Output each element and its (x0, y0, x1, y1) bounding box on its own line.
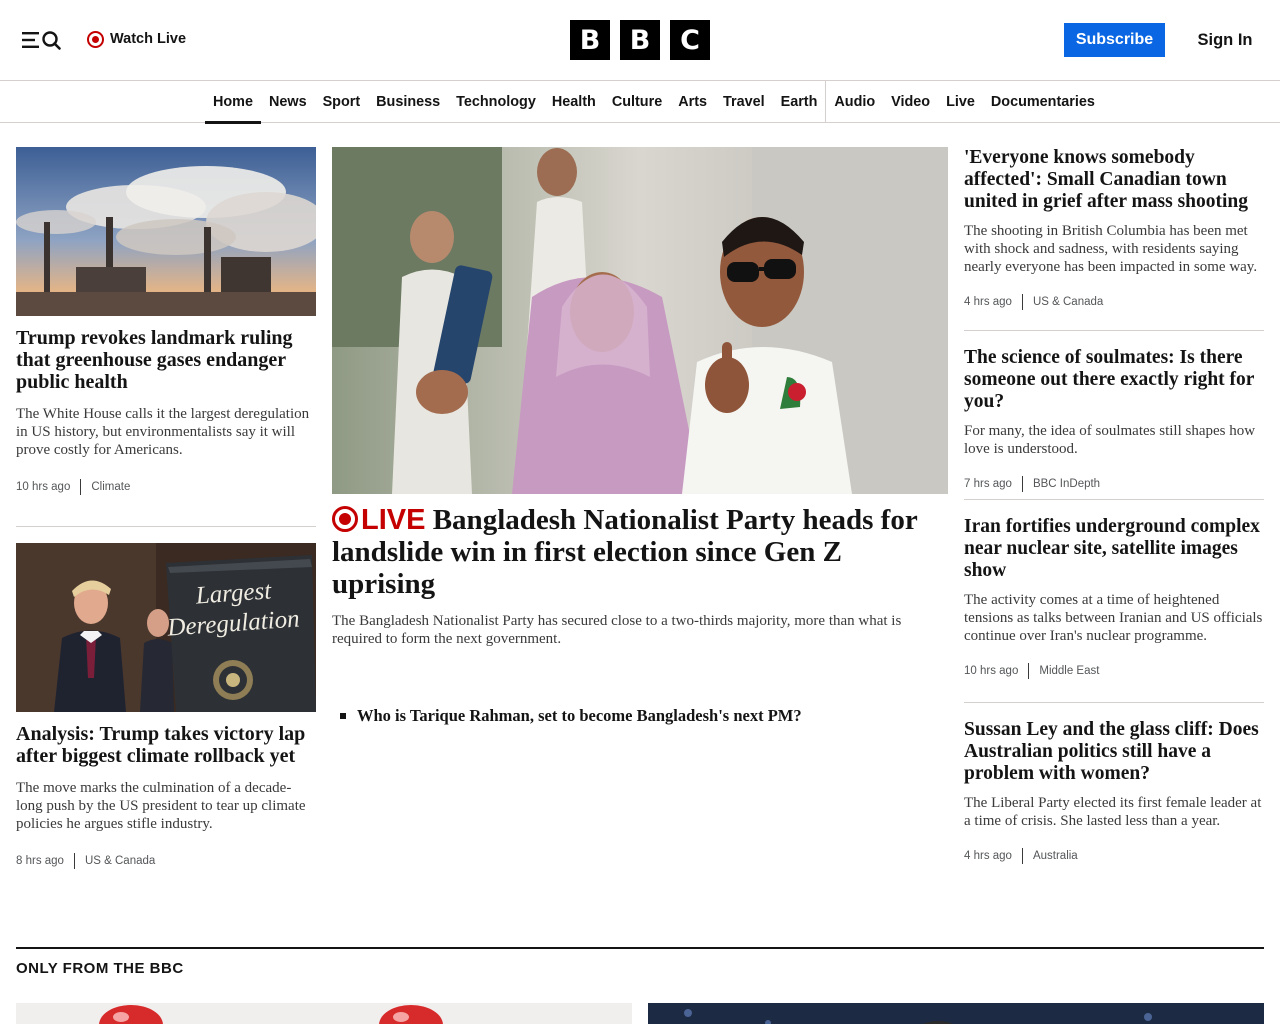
nav-item-news[interactable]: News (268, 94, 307, 110)
story-headline[interactable]: Trump revokes landmark ruling that greenhouse gases endanger public health (16, 327, 293, 393)
story-card[interactable] (964, 719, 1264, 864)
story-headline[interactable]: Analysis: Trump takes victory lap after biggest climate rollback yet (16, 723, 306, 767)
nav-item-technology[interactable]: Technology (456, 94, 536, 110)
logo-block-b1: B (570, 20, 610, 60)
top-story-headline-text[interactable]: Bangladesh Nationalist Party heads for landslide win in first election since Gen Z uprising (332, 504, 918, 600)
live-icon (87, 31, 104, 48)
story-headline[interactable]: Sussan Ley and the glass cliff: Does Australian politics still have a problem with women? (964, 719, 1259, 784)
nav-item-documentaries[interactable]: Documentaries (990, 94, 1095, 110)
bbc-logo[interactable] (570, 20, 710, 60)
story-time: 7 hrs ago (964, 478, 1012, 490)
nav-item-sport[interactable]: Sport (322, 94, 361, 110)
story-tag[interactable]: US & Canada (84, 855, 156, 867)
watch-live-label: Watch Live (110, 31, 187, 47)
story-headline[interactable]: 'Everyone knows somebody affected': Small Canadian town united in grief after mass shooting (964, 147, 1249, 212)
story-meta (16, 479, 316, 495)
menu-search-icon (20, 26, 64, 54)
meta-divider (80, 479, 81, 495)
story-summary: For many, the idea of soulmates still shapes how love is understood. (964, 423, 1256, 457)
story-tag[interactable]: US & Canada (1032, 296, 1104, 308)
top-story-summary: The Bangladesh Nationalist Party has secured close to a two-thirds majority, more than what is required to form the next government. (332, 613, 902, 647)
sign-text-line1: Largest (194, 577, 273, 610)
related-links (332, 706, 948, 726)
story-meta (964, 476, 1264, 492)
nav-item-earth[interactable]: Earth (780, 94, 818, 110)
meta-divider (1022, 848, 1023, 864)
menu-search-button[interactable] (20, 26, 64, 54)
story-image-right[interactable] (648, 1003, 1264, 1024)
live-label: LIVE (361, 504, 426, 536)
story-summary: The shooting in British Columbia has been met with shock and sadness, with residents saying nearly everyone has been impacted in some way. (964, 223, 1258, 275)
left-column (16, 147, 316, 869)
sign-text-line2: Deregulation (166, 605, 301, 642)
largest-deregulation-image[interactable] (16, 543, 316, 712)
story-card[interactable] (964, 516, 1264, 703)
story-headline[interactable]: Iran fortifies underground complex near nuclear site, satellite images show (964, 516, 1260, 581)
story-time: 4 hrs ago (964, 850, 1012, 862)
story-meta (964, 663, 1264, 679)
story-card[interactable] (964, 347, 1264, 500)
nav-item-health[interactable]: Health (551, 94, 596, 110)
nav-item-arts[interactable]: Arts (678, 94, 707, 110)
subscribe-button[interactable]: Subscribe (1064, 23, 1165, 57)
watch-live-link[interactable] (87, 29, 186, 49)
logo-block-b2: B (620, 20, 660, 60)
power-plant-image[interactable] (16, 147, 316, 316)
nav-item-travel[interactable]: Travel (723, 94, 765, 110)
story-image-left[interactable] (16, 1003, 632, 1024)
story-meta (964, 294, 1264, 310)
story-time: 10 hrs ago (964, 665, 1019, 677)
story-summary: The move marks the culmination of a decade-long push by the US president to tear up climate policies he argues stifle industry. (16, 780, 306, 832)
nav-item-live[interactable]: Live (946, 94, 975, 110)
voters-selfie-image[interactable] (332, 147, 948, 494)
nav-item-audio[interactable]: Audio (825, 81, 883, 123)
masthead (0, 0, 1280, 81)
story-card[interactable] (16, 147, 316, 527)
nav-item-home[interactable]: Home (205, 81, 261, 123)
story-summary: The White House calls it the largest deregulation in US history, but environmentalists say it will prove costly for Americans. (16, 406, 310, 458)
story-summary: The Liberal Party elected its first female leader at a time of crisis. She lasted less than a year. (964, 795, 1262, 829)
story-card[interactable] (964, 147, 1264, 331)
live-icon (332, 506, 358, 532)
story-headline[interactable]: The science of soulmates: Is there someone out there exactly right for you? (964, 347, 1255, 412)
only-from-bbc-section (16, 947, 1264, 977)
story-summary: The activity comes at a time of heightened tensions as talks between Iranian and US officials continue over Iran's nuclear programme. (964, 592, 1263, 644)
story-time: 4 hrs ago (964, 296, 1012, 308)
main-navigation (0, 81, 1280, 123)
nav-item-video[interactable]: Video (891, 94, 931, 110)
meta-divider (1022, 294, 1023, 310)
nav-item-business[interactable]: Business (376, 94, 441, 110)
related-link[interactable]: Who is Tarique Rahman, set to become Bangladesh's next PM? (332, 706, 948, 726)
meta-divider (1028, 663, 1029, 679)
nav-item-culture[interactable]: Culture (611, 94, 663, 110)
story-time: 10 hrs ago (16, 481, 71, 493)
right-column (964, 147, 1264, 864)
meta-divider (1022, 476, 1023, 492)
story-tag[interactable]: Climate (91, 481, 131, 493)
story-tag[interactable]: Middle East (1039, 665, 1100, 677)
logo-block-c: C (670, 20, 710, 60)
story-tag[interactable]: BBC InDepth (1032, 478, 1101, 490)
story-tag[interactable]: Australia (1032, 850, 1078, 862)
sign-in-button[interactable]: Sign In (1197, 30, 1253, 49)
story-card[interactable] (16, 543, 316, 869)
section-title: ONLY FROM THE BBC (16, 960, 184, 977)
story-time: 8 hrs ago (16, 855, 64, 867)
meta-divider (74, 853, 75, 869)
story-meta (964, 848, 1264, 864)
live-badge (332, 504, 425, 536)
top-story (332, 147, 948, 726)
top-story-headline[interactable] (332, 504, 948, 600)
story-meta (16, 853, 316, 869)
